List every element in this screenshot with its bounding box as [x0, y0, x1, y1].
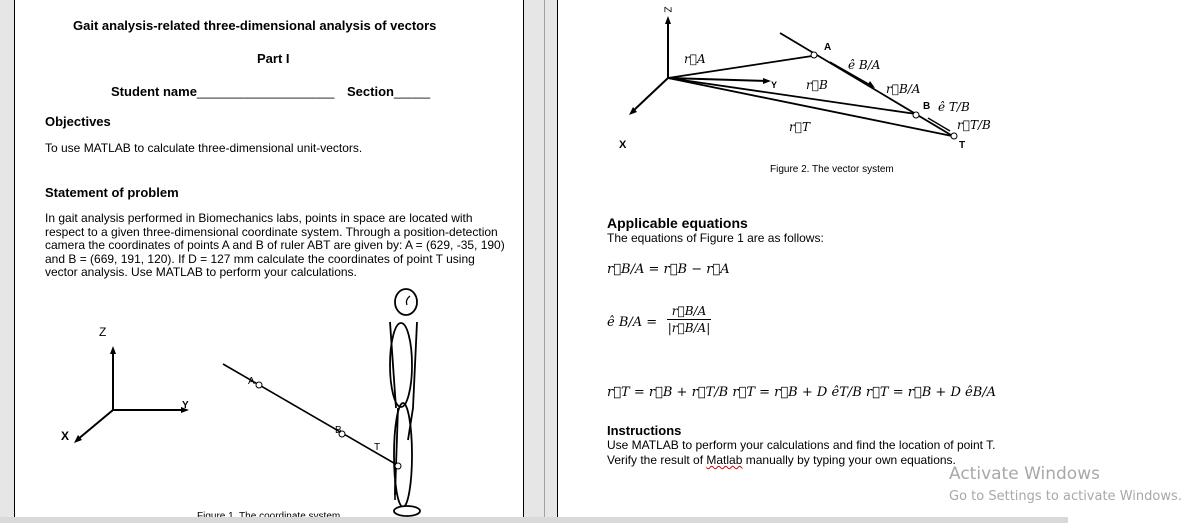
instructions-line-2-pre: Verify the result of: [607, 453, 707, 467]
equation-e-ba-fraction: [667, 304, 711, 335]
left-page: [14, 0, 524, 523]
equations-intro: The equations of Figure 1 are as follows:: [607, 231, 824, 245]
right-page: [557, 0, 1069, 523]
objectives-heading: Objectives: [45, 114, 111, 129]
fig2-label-rt: r⃗T: [789, 120, 810, 134]
spellcheck-word-matlab[interactable]: Matlab: [706, 453, 743, 467]
center-gutter: [523, 0, 557, 523]
fig2-point-a-label: A: [824, 42, 832, 53]
watermark-line-1: Activate Windows: [949, 464, 1100, 484]
fig2-label-rtb: r⃗T/B: [957, 118, 991, 132]
fig2-label-etb: ê T/B: [938, 100, 970, 114]
fig1-point-t-label: T: [374, 442, 381, 453]
instructions-line-2: [607, 453, 956, 467]
objectives-text: To use MATLAB to calculate three-dimensional unit-vectors.: [45, 141, 363, 155]
equation-e-ba-lhs: ê B/A =: [607, 315, 658, 330]
left-gutter: [0, 0, 14, 523]
equation-e-ba-numerator: r⃗B/A: [671, 304, 707, 318]
fig2-label-rb: r⃗B: [806, 78, 828, 92]
fig2-axis-z-label: Z: [661, 6, 673, 13]
fig2-point-t-label: T: [959, 140, 966, 151]
equations-heading: Applicable equations: [607, 215, 748, 231]
problem-heading: Statement of problem: [45, 185, 179, 200]
fig2-label-eba: ê B/A: [848, 58, 881, 72]
equation-r-ba: r⃗B/A = r⃗B − r⃗A: [607, 262, 730, 277]
fig1-point-a-label: A: [248, 376, 255, 387]
instructions-line-2-post: manually by typing your own equations.: [742, 453, 956, 467]
part-heading: Part I: [257, 51, 290, 66]
fig1-axis-z-label: Z: [99, 325, 107, 339]
equation-r-t: r⃗T = r⃗B + r⃗T/B r⃗T = r⃗B + D êT/B r⃗T = r⃗B + D êB/A: [607, 385, 997, 400]
document-title: Gait analysis-related three-dimensional analysis of vectors: [73, 18, 437, 33]
bottom-scroll-strip: [0, 517, 1068, 523]
fig1-axis-x-label: X: [61, 429, 70, 443]
figure-2-caption: Figure 2. The vector system: [770, 164, 894, 175]
figure-1-diagram: [15, 0, 523, 523]
student-name-line: ___________________: [196, 84, 335, 99]
fig2-axis-y-label: Y: [771, 80, 778, 90]
fig2-label-rba: r⃗B/A: [886, 82, 921, 96]
fig1-axis-y-label: Y: [182, 400, 189, 411]
activation-watermark: [949, 462, 1182, 512]
fig2-axis-x-label: X: [619, 139, 627, 151]
fig2-point-b-label: B: [923, 101, 931, 112]
watermark-line-2: Go to Settings to activate Windows.: [949, 489, 1182, 504]
section-label: Section: [347, 84, 394, 99]
student-name-label: Student name: [111, 84, 197, 99]
equation-e-ba-denominator: |r⃗B/A|: [667, 321, 711, 335]
section-line: _____: [393, 84, 431, 99]
instructions-line-1: Use MATLAB to perform your calculations and find the location of point T.: [607, 438, 996, 452]
problem-text: In gait analysis performed in Biomechanics labs, points in space are located with respect to a given three-dimensional coordinate system. Through a position-detection camera the coordinates of points A and B of ruler ABT are given by: A = (629, -35, 190) and B = (669, 191, 120). If D = 127 mm calculate the coordinates of point T using vector analysis. Use MATLAB to perform your calculations.: [45, 211, 505, 279]
fig1-point-b-label: B: [335, 425, 342, 436]
fig2-label-ra: r⃗A: [684, 52, 706, 66]
instructions-heading: Instructions: [607, 423, 682, 438]
center-divider: [544, 0, 545, 523]
